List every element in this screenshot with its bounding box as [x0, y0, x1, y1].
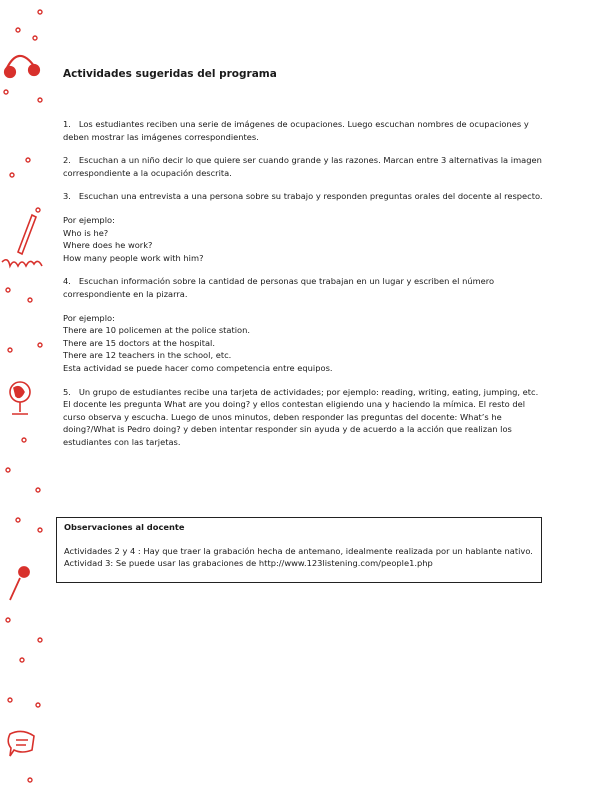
- example-line: There are 10 policemen at the police station.: [63, 325, 251, 336]
- item-number: 4.: [63, 276, 71, 287]
- example-line: Where does he work?: [63, 240, 153, 251]
- example-line: Esta actividad se puede hacer como competencia entre equipos.: [63, 362, 333, 373]
- example-label: Por ejemplo:: [63, 312, 115, 323]
- item-number: 2.: [63, 155, 71, 166]
- item-number: 5.: [63, 386, 71, 397]
- page-title: Actividades sugeridas del programa: [63, 68, 277, 80]
- globe-icon: [10, 382, 30, 414]
- activity-item: [63, 118, 545, 143]
- microphone-icon: [10, 567, 29, 600]
- item-number: 3.: [63, 191, 71, 202]
- speech-bubble-icon: [8, 731, 34, 756]
- item-number: 1.: [63, 119, 71, 129]
- example-block: [63, 214, 545, 264]
- item-text: Escuchan una entrevista a una persona sobre su trabajo y responden preguntas orales del docente al respecto.: [78, 191, 543, 202]
- item-text: Un grupo de estudiantes recibe una tarjeta de actividades; por ejemplo: reading, writing, eating, jumping, etc. El docente les pregunta What are you doing? y ellos contestan eligiendo una y haciendo la mímica. El resto del curso observa y escucha. Luego de unos minutos, deben responder las preguntas del docente: What’s he doing?/What is Pedro doing? y deben intentar responder sin ayuda y de acuerdo a la acción que realizan los estudiantes con las tarjetas.: [63, 386, 539, 447]
- item-text: Escuchan información sobre la cantidad de personas que trabajan en un lugar y escriben el número correspondiente en la pizarra.: [63, 276, 495, 299]
- activity-item: [63, 275, 545, 300]
- decorative-margin: [0, 0, 50, 800]
- item-text: Los estudiantes reciben una serie de imágenes de ocupaciones. Luego escuchan nombres de ocupaciones y deben mostrar las imágenes correspondientes.: [63, 119, 529, 142]
- example-label: Por ejemplo:: [63, 214, 115, 225]
- activity-list: [63, 118, 545, 459]
- item-text: Escuchan a un niño decir lo que quiere ser cuando grande y las razones. Marcan entre 3 alternativas la imagen correspondiente a la ocupación descrita.: [63, 155, 542, 178]
- example-line: There are 15 doctors at the hospital.: [63, 337, 215, 348]
- headphones-icon: [5, 56, 39, 77]
- activity-item: [63, 386, 545, 449]
- example-line: There are 12 teachers in the school, etc.: [63, 350, 232, 361]
- activity-item: [63, 190, 545, 203]
- example-line: How many people work with him?: [63, 252, 204, 263]
- activity-item: [63, 154, 545, 179]
- example-line: Who is he?: [63, 227, 109, 238]
- teacher-notes-text: Actividades 2 y 4 : Hay que traer la grabación hecha de antemano, idealmente realizada por un hablante nativo. Actividad 3: Se puede usar las grabaciones de http://www.123listening.com/people1.php: [64, 545, 533, 569]
- example-block: [63, 312, 545, 375]
- teacher-notes-box: [56, 517, 542, 583]
- pencil-icon: [2, 215, 42, 266]
- teacher-notes-title: Observaciones al docente: [64, 522, 185, 532]
